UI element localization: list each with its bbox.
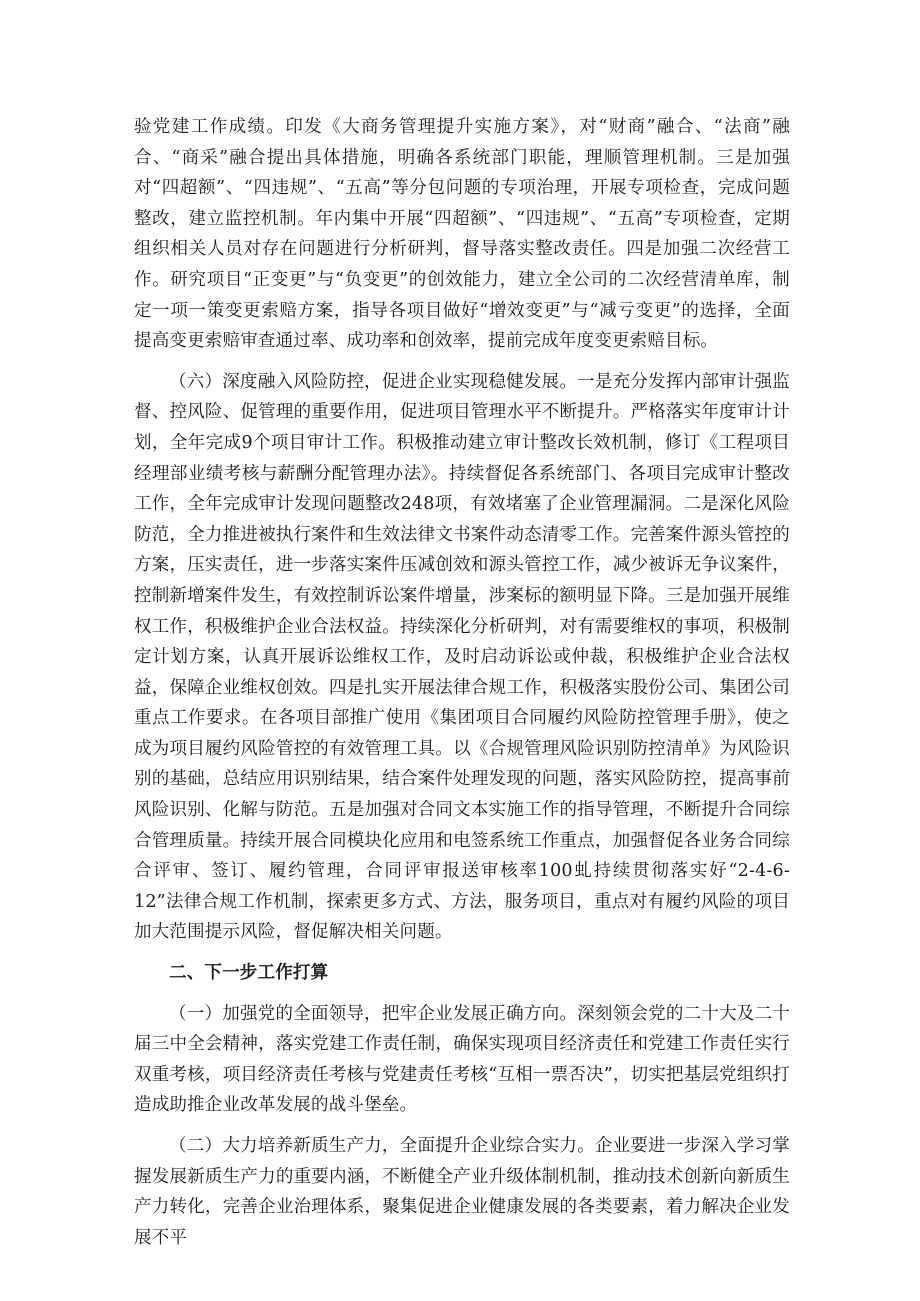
paragraph-continuation: 验党建工作成绩。印发《大商务管理提升实施方案》，对“财商”融合、“法商”融合、“商采”融合提出具体措施，明确各系统部门职能，理顺管理机制。三是加强对“四超额”、“四违规”、“五高”等分包问题的专项治理，开展专项检查，完成问题整改，建立监控机制。年内集中开展“四超额”、“四违规”、“五高”专项检查，定期组织相关人员对存在问题进行分析研判，督导落实整改责任。四是加强二次经营工作。研究项目“正变更”与“负变更”的创效能力，建立全公司的二次经营清单库，制定一项一策变更索赔方案，指导各项目做好“增效变更”与“减亏变更”的选择，全面提高变更索赔审查通过率、成功率和创效率，提前完成年度变更索赔目标。	[134, 117, 790, 352]
section-heading-next-steps: 二、下一步工作打算	[169, 963, 329, 984]
document-page	[134, 112, 790, 1253]
paragraph-productivity: （二）大力培养新质生产力，全面提升企业综合实力。企业要进一步深入学习掌握发展新质生产力的重要内涵，不断健全产业升级体制机制，推动技术创新向新质生产力转化，完善企业治理体系，聚集促进企业健康发展的各类要素，着力解决企业发展不平	[134, 1136, 790, 1248]
paragraph-party-leadership: （一）加强党的全面领导，把牢企业发展正确方向。深刻领会党的二十大及二十届三中全会精神，落实党建工作责任制，确保实现项目经济责任和党建工作责任实行双重考核，项目经济责任考核与党建责任考核“互相一票否决”，切实把基层党组织打造成助推企业改革发展的战斗堡垒。	[134, 1003, 790, 1116]
paragraph-risk-control: （六）深度融入风险防控，促进企业实现稳健发展。一是充分发挥内部审计强监督、控风险、促管理的重要作用，促进项目管理水平不断提升。严格落实年度审计计划，全年完成9个项目审计工作。积极推动建立审计整改长效机制，修订《工程项目经理部业绩考核与薪酬分配管理办法》。持续督促各系统部门、各项目完成审计整改工作，全年完成审计发现问题整改248项，有效堵塞了企业管理漏洞。二是深化风险防范，全力推进被执行案件和生效法律文书案件动态清零工作。完善案件源头管控的方案，压实责任，进一步落实案件压减创效和源头管控工作，减少被诉无争议案件，控制新增案件发生，有效控制诉讼案件增量，涉案标的额明显下降。三是加强开展维权工作，积极维护企业合法权益。持续深化分析研判，对有需要维权的事项，积极制定计划方案，认真开展诉讼维权工作，及时启动诉讼或仲裁，积极维护企业合法权益，保障企业维权创效。四是扎实开展法律合规工作，积极落实股份公司、集团公司重点工作要求。在各项目部推广使用《集团项目合同履约风险防控管理手册》，使之成为项目履约风险管控的有效管理工具。以《合规管理风险识别防控清单》为风险识别的基础，总结应用识别结果，结合案件处理发现的问题，落实风险防控，提高事前风险识别、化解与防范。五是加强对合同文本实施工作的指导管理，不断提升合同综合管理质量。持续开展合同模块化应用和电签系统工作重点，加强督促各业务合同综合评审、签订、履约管理，合同评审报送审核率100虬持续贯彻落实好“2-4-6-12”法律合规工作机制，探索更多方式、方法，服务项目，重点对有履约风险的项目加大范围提示风险，督促解决相关问题。	[134, 371, 790, 943]
